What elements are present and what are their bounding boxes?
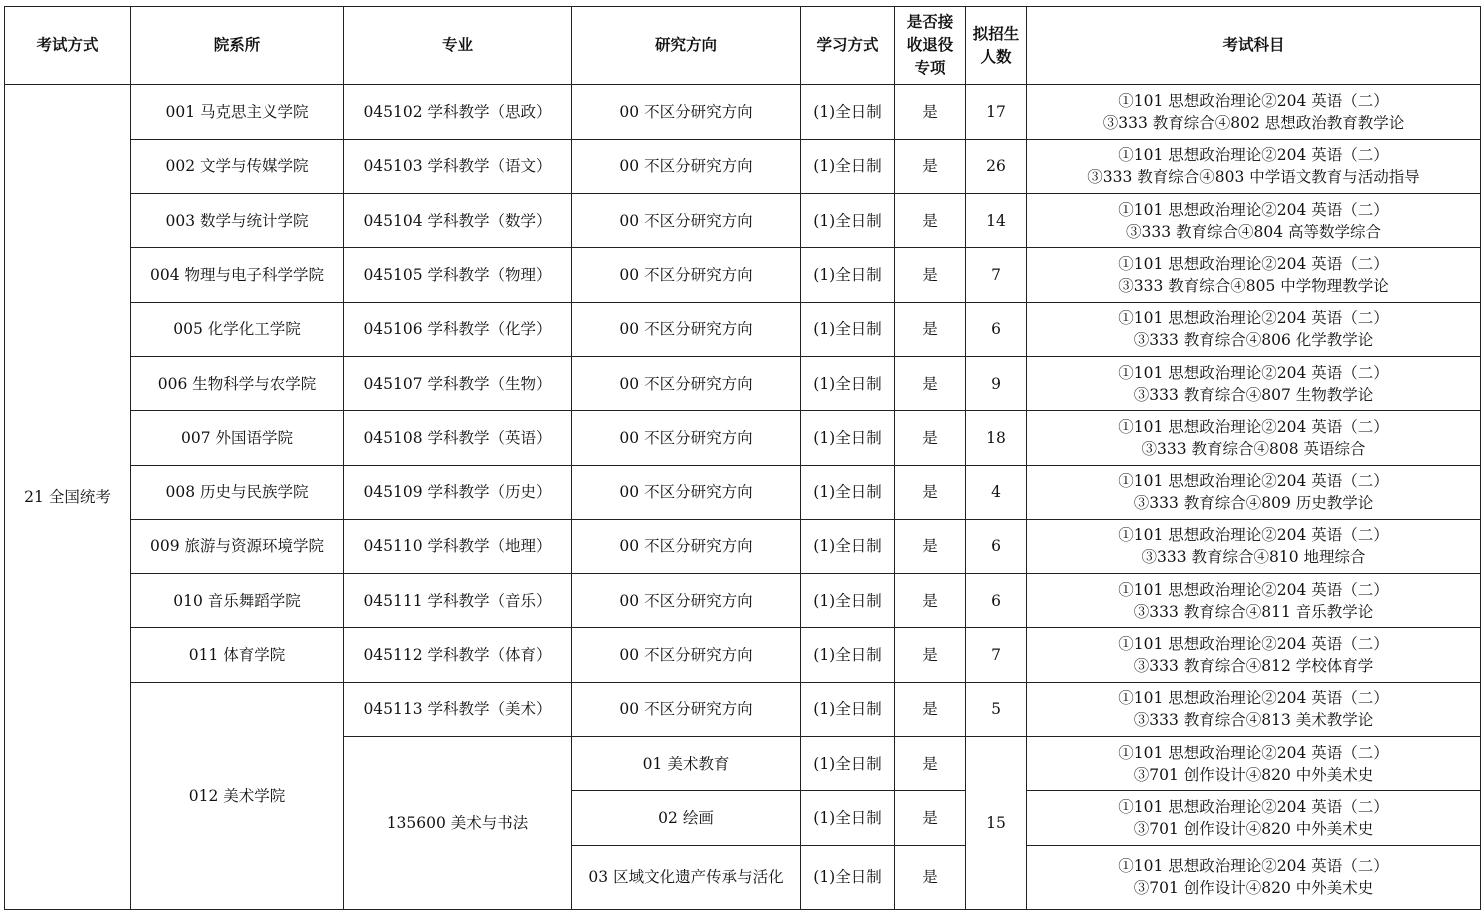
exam-subjects-cell <box>1027 465 1481 519</box>
veteran-cell: 是 <box>895 302 966 356</box>
table-row <box>5 411 1481 465</box>
enrollment-cell: 6 <box>966 302 1027 356</box>
subject-line: ③333 教育综合④803 中学语文教育与活动指导 <box>1087 168 1420 187</box>
major-cell: 045106 学科教学（化学） <box>344 302 572 356</box>
department-cell: 004 物理与电子科学学院 <box>131 248 344 302</box>
header-study-mode: 学习方式 <box>801 7 895 85</box>
enrollment-cell: 4 <box>966 465 1027 519</box>
enrollment-cell: 9 <box>966 356 1027 410</box>
veteran-cell: 是 <box>895 736 966 790</box>
major-cell: 045104 学科教学（数学） <box>344 194 572 248</box>
enrollment-cell: 18 <box>966 411 1027 465</box>
subject-line: ①101 思想政治理论②204 英语（二） <box>1118 580 1389 599</box>
department-cell: 002 文学与传媒学院 <box>131 139 344 193</box>
subject-line: ③701 创作设计④820 中外美术史 <box>1133 819 1374 838</box>
enrollment-cell: 6 <box>966 519 1027 573</box>
major-cell: 045111 学科教学（音乐） <box>344 574 572 628</box>
veteran-cell: 是 <box>895 682 966 736</box>
table-row <box>5 465 1481 519</box>
veteran-cell: 是 <box>895 356 966 410</box>
study-mode-cell: (1)全日制 <box>801 411 895 465</box>
subject-line: ①101 思想政治理论②204 英语（二） <box>1118 200 1389 219</box>
subject-line: ③701 创作设计④820 中外美术史 <box>1133 879 1374 898</box>
major-cell: 045108 学科教学（英语） <box>344 411 572 465</box>
study-mode-cell: (1)全日制 <box>801 465 895 519</box>
direction-cell: 00 不区分研究方向 <box>572 574 801 628</box>
major-cell: 045102 学科教学（思政） <box>344 85 572 139</box>
enrollment-cell: 7 <box>966 248 1027 302</box>
header-exam-subjects: 考试科目 <box>1027 7 1481 85</box>
exam-subjects-cell <box>1027 356 1481 410</box>
subject-line: ③333 教育综合④809 历史教学论 <box>1133 494 1374 513</box>
department-cell: 012 美术学院 <box>131 682 344 909</box>
enrollment-cell: 6 <box>966 574 1027 628</box>
department-cell: 003 数学与统计学院 <box>131 194 344 248</box>
header-enrollment: 拟招生人数 <box>966 7 1027 85</box>
subject-line: ③333 教育综合④813 美术教学论 <box>1133 711 1374 730</box>
subject-line: ①101 思想政治理论②204 英语（二） <box>1118 472 1389 491</box>
subject-line: ①101 思想政治理论②204 英语（二） <box>1118 92 1389 111</box>
header-research-direction: 研究方向 <box>572 7 801 85</box>
table-row <box>5 85 1481 139</box>
subject-line: ③333 教育综合④807 生物教学论 <box>1133 385 1374 404</box>
subject-line: ①101 思想政治理论②204 英语（二） <box>1118 743 1389 762</box>
veteran-cell: 是 <box>895 628 966 682</box>
exam-subjects-cell <box>1027 248 1481 302</box>
direction-cell: 00 不区分研究方向 <box>572 682 801 736</box>
exam-subjects-cell <box>1027 736 1481 790</box>
direction-cell: 00 不区分研究方向 <box>572 194 801 248</box>
veteran-cell: 是 <box>895 85 966 139</box>
exam-subjects-cell <box>1027 194 1481 248</box>
veteran-cell: 是 <box>895 465 966 519</box>
veteran-cell: 是 <box>895 845 966 909</box>
enrollment-cell: 14 <box>966 194 1027 248</box>
study-mode-cell: (1)全日制 <box>801 574 895 628</box>
exam-subjects-cell <box>1027 411 1481 465</box>
subject-line: ③333 教育综合④805 中学物理教学论 <box>1118 276 1389 295</box>
subject-line: ③333 教育综合④811 音乐教学论 <box>1133 602 1374 621</box>
major-cell: 045103 学科教学（语文） <box>344 139 572 193</box>
study-mode-cell: (1)全日制 <box>801 682 895 736</box>
subject-line: ①101 思想政治理论②204 英语（二） <box>1118 857 1389 876</box>
major-cell: 045113 学科教学（美术） <box>344 682 572 736</box>
subject-line: ③333 教育综合④806 化学教学论 <box>1133 331 1374 350</box>
exam-subjects-cell <box>1027 682 1481 736</box>
department-cell: 008 历史与民族学院 <box>131 465 344 519</box>
exam-subjects-cell <box>1027 519 1481 573</box>
department-cell: 005 化学化工学院 <box>131 302 344 356</box>
study-mode-cell: (1)全日制 <box>801 736 895 790</box>
study-mode-cell: (1)全日制 <box>801 194 895 248</box>
header-veteran-accept: 是否接收退役专项 <box>895 7 966 85</box>
study-mode-cell: (1)全日制 <box>801 519 895 573</box>
exam-subjects-cell <box>1027 574 1481 628</box>
subject-line: ③333 教育综合④804 高等数学综合 <box>1125 222 1382 241</box>
subject-line: ①101 思想政治理论②204 英语（二） <box>1118 417 1389 436</box>
department-cell: 010 音乐舞蹈学院 <box>131 574 344 628</box>
table-row <box>5 682 1481 736</box>
enrollment-cell: 15 <box>966 736 1027 909</box>
subject-line: ③333 教育综合④802 思想政治教育教学论 <box>1102 114 1405 133</box>
major-cell: 045112 学科教学（体育） <box>344 628 572 682</box>
exam-subjects-cell <box>1027 628 1481 682</box>
direction-cell: 00 不区分研究方向 <box>572 356 801 410</box>
subject-line: ③333 教育综合④812 学校体育学 <box>1133 657 1374 676</box>
table-row <box>5 139 1481 193</box>
major-cell: 135600 美术与书法 <box>344 736 572 909</box>
direction-cell: 02 绘画 <box>572 791 801 845</box>
veteran-cell: 是 <box>895 574 966 628</box>
veteran-cell: 是 <box>895 194 966 248</box>
table-row <box>5 194 1481 248</box>
header-row <box>5 7 1481 85</box>
veteran-cell: 是 <box>895 411 966 465</box>
header-major: 专业 <box>344 7 572 85</box>
subject-line: ①101 思想政治理论②204 英语（二） <box>1118 254 1389 273</box>
veteran-cell: 是 <box>895 248 966 302</box>
subject-line: ①101 思想政治理论②204 英语（二） <box>1118 689 1389 708</box>
table-row <box>5 519 1481 573</box>
subject-line: ①101 思想政治理论②204 英语（二） <box>1118 363 1389 382</box>
direction-cell: 01 美术教育 <box>572 736 801 790</box>
admissions-table <box>4 6 1481 910</box>
study-mode-cell: (1)全日制 <box>801 356 895 410</box>
veteran-cell: 是 <box>895 791 966 845</box>
exam-subjects-cell <box>1027 791 1481 845</box>
enrollment-cell: 17 <box>966 85 1027 139</box>
study-mode-cell: (1)全日制 <box>801 845 895 909</box>
department-cell: 006 生物科学与农学院 <box>131 356 344 410</box>
subject-line: ①101 思想政治理论②204 英语（二） <box>1118 526 1389 545</box>
study-mode-cell: (1)全日制 <box>801 85 895 139</box>
exam-subjects-cell <box>1027 85 1481 139</box>
veteran-cell: 是 <box>895 519 966 573</box>
subject-line: ①101 思想政治理论②204 英语（二） <box>1118 309 1389 328</box>
subject-line: ①101 思想政治理论②204 英语（二） <box>1118 146 1389 165</box>
major-cell: 045110 学科教学（地理） <box>344 519 572 573</box>
direction-cell: 00 不区分研究方向 <box>572 628 801 682</box>
major-cell: 045109 学科教学（历史） <box>344 465 572 519</box>
department-cell: 007 外国语学院 <box>131 411 344 465</box>
enrollment-cell: 5 <box>966 682 1027 736</box>
exam-method-cell: 21 全国统考 <box>5 85 131 910</box>
exam-subjects-cell <box>1027 302 1481 356</box>
direction-cell: 03 区域文化遗产传承与活化 <box>572 845 801 909</box>
subject-line: ③701 创作设计④820 中外美术史 <box>1133 765 1374 784</box>
department-cell: 001 马克思主义学院 <box>131 85 344 139</box>
enrollment-cell: 26 <box>966 139 1027 193</box>
exam-subjects-cell <box>1027 845 1481 909</box>
subject-line: ③333 教育综合④810 地理综合 <box>1141 548 1366 567</box>
table-row <box>5 248 1481 302</box>
study-mode-cell: (1)全日制 <box>801 628 895 682</box>
veteran-cell: 是 <box>895 139 966 193</box>
direction-cell: 00 不区分研究方向 <box>572 139 801 193</box>
direction-cell: 00 不区分研究方向 <box>572 302 801 356</box>
direction-cell: 00 不区分研究方向 <box>572 85 801 139</box>
exam-subjects-cell <box>1027 139 1481 193</box>
table-row <box>5 574 1481 628</box>
study-mode-cell: (1)全日制 <box>801 248 895 302</box>
direction-cell: 00 不区分研究方向 <box>572 519 801 573</box>
table-row <box>5 628 1481 682</box>
study-mode-cell: (1)全日制 <box>801 791 895 845</box>
major-cell: 045105 学科教学（物理） <box>344 248 572 302</box>
department-cell: 009 旅游与资源环境学院 <box>131 519 344 573</box>
subject-line: ①101 思想政治理论②204 英语（二） <box>1118 635 1389 654</box>
header-exam-method: 考试方式 <box>5 7 131 85</box>
subject-line: ③333 教育综合④808 英语综合 <box>1141 439 1366 458</box>
header-department: 院系所 <box>131 7 344 85</box>
enrollment-cell: 7 <box>966 628 1027 682</box>
subject-line: ①101 思想政治理论②204 英语（二） <box>1118 797 1389 816</box>
table-row <box>5 356 1481 410</box>
table-row <box>5 302 1481 356</box>
direction-cell: 00 不区分研究方向 <box>572 411 801 465</box>
study-mode-cell: (1)全日制 <box>801 302 895 356</box>
study-mode-cell: (1)全日制 <box>801 139 895 193</box>
department-cell: 011 体育学院 <box>131 628 344 682</box>
direction-cell: 00 不区分研究方向 <box>572 248 801 302</box>
direction-cell: 00 不区分研究方向 <box>572 465 801 519</box>
major-cell: 045107 学科教学（生物） <box>344 356 572 410</box>
